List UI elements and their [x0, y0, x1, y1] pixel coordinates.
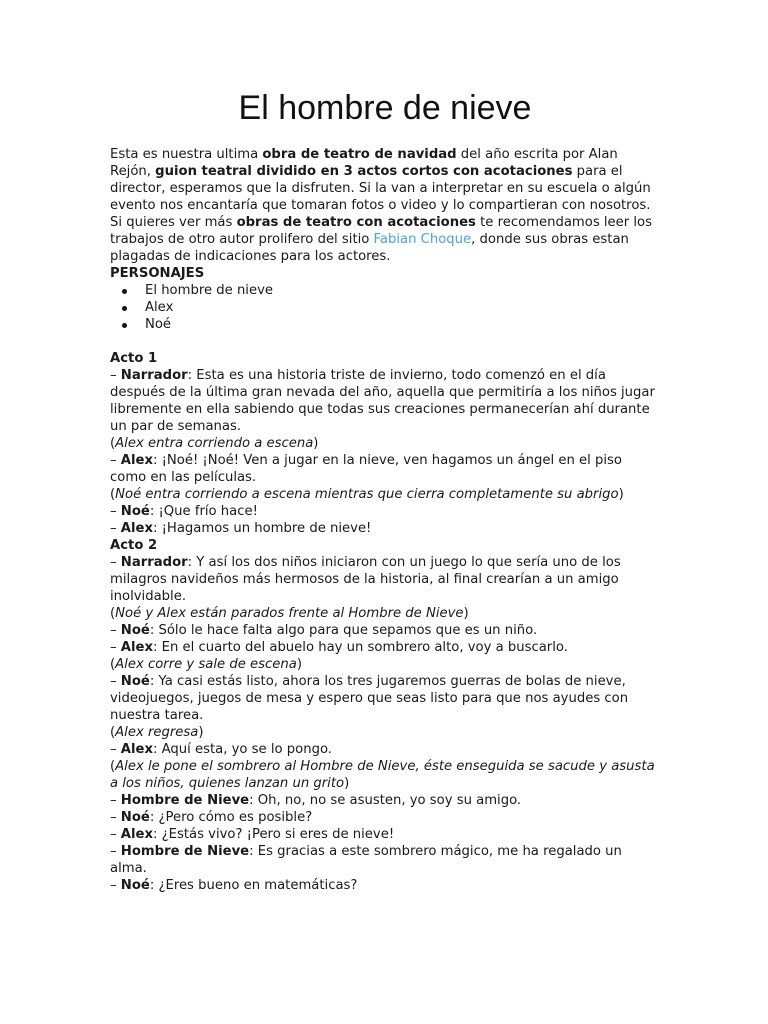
spacer [110, 333, 660, 350]
stage-direction-text: Alex entra corriendo a escena [115, 436, 314, 451]
dialogue-line [110, 826, 660, 843]
dialogue-dash: – [110, 453, 121, 468]
paren-open: ( [110, 657, 116, 672]
speaker-separator: : [249, 844, 258, 859]
speaker-name: Narrador [120, 368, 188, 383]
speaker-separator: : [152, 521, 162, 536]
speaker-separator: : [187, 368, 197, 383]
speaker-separator: : [152, 640, 162, 655]
paren-open: ( [110, 606, 116, 621]
speaker-separator: : [149, 878, 159, 893]
dialogue-dash: – [110, 793, 121, 808]
speaker-name: Narrador [120, 555, 188, 570]
dialogue-text: ¿Estás vivo? ¡Pero si eres de nieve! [161, 827, 395, 842]
speaker-name: Alex [120, 827, 153, 842]
speaker-name: Noé [120, 810, 150, 825]
dialogue-text: Y así los dos niños iniciaron con un juego lo que sería uno de los milagros navideños más hermosos de la historia, al final crearían a un amigo inolvidable. [110, 555, 621, 604]
speaker-separator: : [152, 453, 162, 468]
dialogue-dash: – [110, 674, 121, 689]
speaker-name: Noé [120, 674, 150, 689]
paren-open: ( [110, 436, 116, 451]
intro-bold: guion teatral dividido en 3 actos cortos con acotaciones [155, 164, 573, 179]
speaker-separator: : [149, 504, 159, 519]
dialogue-line [110, 792, 660, 809]
character-item: Noé [110, 316, 660, 333]
dialogue-dash: – [110, 521, 121, 536]
dialogue-dash: – [110, 878, 121, 893]
intro-text: , donde sus obras estan plagadas de indicaciones para los actores. [110, 232, 629, 264]
speaker-name: Noé [120, 623, 150, 638]
dialogue-line [110, 452, 660, 486]
dialogue-dash: – [110, 844, 121, 859]
speaker-separator: : [149, 810, 159, 825]
dialogue-dash: – [110, 742, 121, 757]
dialogue-line [110, 673, 660, 724]
paren-open: ( [110, 759, 116, 774]
fabian-choque-link[interactable]: Fabian Choque [373, 232, 472, 247]
speaker-name: Hombre de Nieve [120, 793, 250, 808]
dialogue-line [110, 554, 660, 605]
dialogue-text: ¿Pero cómo es posible? [158, 810, 313, 825]
intro-text: para el director, esperamos que la disfruten. Si la van a interpretar en su escuela o algún evento nos encantaría que tomaran fotos o video y lo compartieran con nosotros. Si quieres ver más [110, 164, 651, 230]
paren-open: ( [110, 725, 116, 740]
dialogue-line [110, 741, 660, 758]
dialogue-text: ¡Que frío hace! [158, 504, 258, 519]
dialogue-dash: – [110, 827, 121, 842]
dialogue-dash: – [110, 504, 121, 519]
dialogue-text: ¿Eres bueno en matemáticas? [158, 878, 358, 893]
paren-close: ) [198, 725, 204, 740]
dialogue-dash: – [110, 810, 121, 825]
intro-text: del año escrita por Alan Rejón, [110, 147, 618, 179]
dialogue-text: En el cuarto del abuelo hay un sombrero alto, voy a buscarlo. [161, 640, 568, 655]
intro-bold: obra de teatro de navidad [262, 147, 457, 162]
intro-bold: obras de teatro con acotaciones [236, 215, 476, 230]
stage-direction-text: Noé entra corriendo a escena mientras que cierra completamente su abrigo [115, 487, 619, 502]
speaker-separator: : [249, 793, 258, 808]
dialogue-line [110, 877, 660, 894]
speaker-name: Alex [120, 640, 153, 655]
dialogue-text: Es gracias a este sombrero mágico, me ha regalado un alma. [110, 844, 622, 876]
act-1-heading: Acto 1 [110, 351, 158, 366]
stage-direction-text: Alex corre y sale de escena [115, 657, 297, 672]
dialogue-text: Ya casi estás listo, ahora los tres jugaremos guerras de bolas de nieve, videojuegos, juegos de mesa y espero que seas listo para que nos ayudes con nuestra tarea. [110, 674, 629, 723]
stage-direction [110, 435, 660, 452]
stage-direction-text: Alex le pone el sombrero al Hombre de Nieve, éste enseguida se sacude y asusta a los niños, quienes lanzan un grito [110, 759, 655, 791]
speaker-name: Noé [120, 504, 150, 519]
dialogue-text: Oh, no, no se asusten, yo soy su amigo. [257, 793, 522, 808]
personajes-heading: PERSONAJES [110, 266, 205, 281]
stage-direction [110, 605, 660, 622]
speaker-separator: : [149, 674, 159, 689]
dialogue-line [110, 809, 660, 826]
stage-direction-text: Noé y Alex están parados frente al Hombre de Nieve [115, 606, 464, 621]
speaker-separator: : [187, 555, 197, 570]
intro-paragraph [110, 146, 660, 265]
intro-text: te recomendamos leer los trabajos de otro autor prolifero del sitio [110, 215, 652, 247]
speaker-name: Noé [120, 878, 150, 893]
dialogue-dash: – [110, 555, 121, 570]
dialogue-dash: – [110, 640, 121, 655]
stage-direction-text: Alex regresa [115, 725, 199, 740]
stage-direction [110, 758, 660, 792]
intro-text: Esta es nuestra ultima [110, 147, 263, 162]
dialogue-line [110, 520, 660, 537]
character-item: El hombre de nieve [110, 282, 660, 299]
dialogue-text: ¡Noé! ¡Noé! Ven a jugar en la nieve, ven hagamos un ángel en el piso como en las películas. [110, 453, 622, 485]
paren-close: ) [296, 657, 302, 672]
document-title: El hombre de nieve [238, 89, 532, 127]
dialogue-line [110, 639, 660, 656]
paren-close: ) [313, 436, 319, 451]
speaker-separator: : [152, 742, 162, 757]
speaker-separator: : [152, 827, 162, 842]
act-2 [110, 537, 660, 894]
paren-open: ( [110, 487, 116, 502]
dialogue-line [110, 367, 660, 435]
stage-direction [110, 724, 660, 741]
dialogue-text: Sólo le hace falta algo para que sepamos que es un niño. [158, 623, 538, 638]
act-2-heading: Acto 2 [110, 538, 158, 553]
paren-close: ) [463, 606, 469, 621]
stage-direction [110, 486, 660, 503]
dialogue-dash: – [110, 368, 121, 383]
character-item: Alex [110, 299, 660, 316]
dialogue-line [110, 503, 660, 520]
dialogue-text: ¡Hagamos un hombre de nieve! [161, 521, 372, 536]
paren-close: ) [618, 487, 624, 502]
speaker-name: Alex [120, 521, 153, 536]
speaker-name: Hombre de Nieve [120, 844, 250, 859]
character-list [110, 282, 660, 333]
stage-direction [110, 656, 660, 673]
speaker-name: Alex [120, 453, 153, 468]
speaker-separator: : [149, 623, 159, 638]
speaker-name: Alex [120, 742, 153, 757]
dialogue-text: Esta es una historia triste de invierno, todo comenzó en el día después de la última gran nevada del año, aquella que permitiría a los niños jugar libremente en ella sabiendo que todas sus creaciones permanecerían ahí durante un par de semanas. [110, 368, 655, 434]
paren-close: ) [344, 776, 350, 791]
dialogue-line [110, 843, 660, 877]
dialogue-dash: – [110, 623, 121, 638]
dialogue-line [110, 622, 660, 639]
document-body [110, 146, 660, 894]
dialogue-text: Aquí esta, yo se lo pongo. [161, 742, 332, 757]
act-1 [110, 350, 660, 537]
